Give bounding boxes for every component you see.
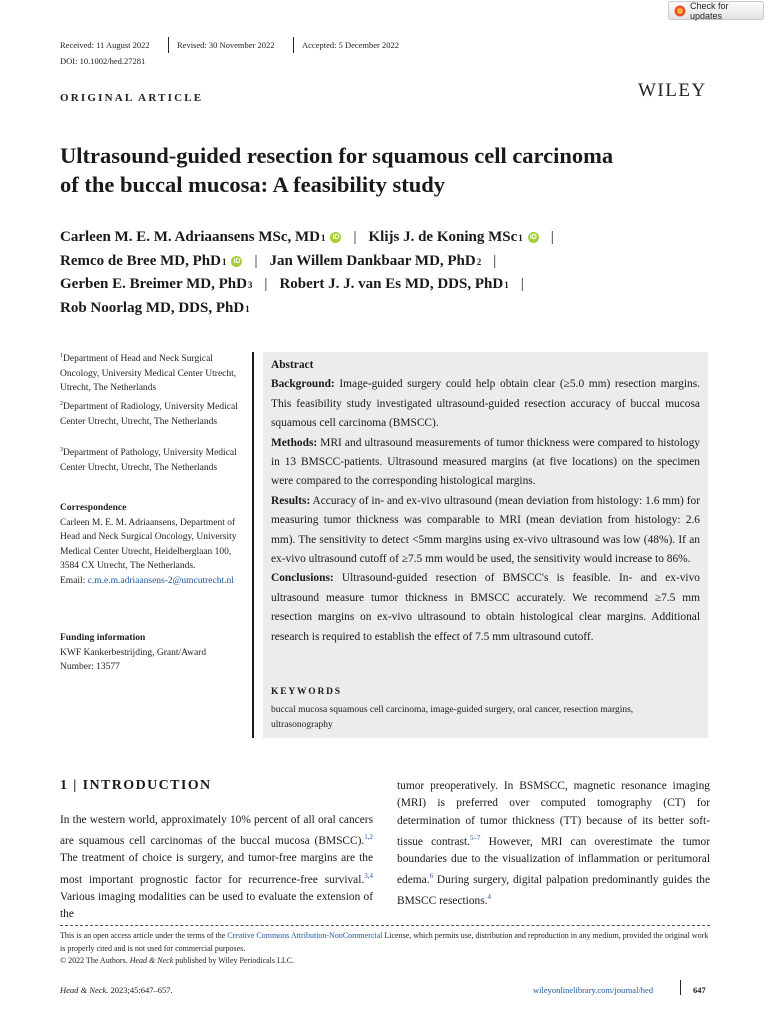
meta-divider (293, 37, 294, 53)
author-affiliation-sup: 2 (476, 257, 482, 267)
author-affiliation-sup: 3 (247, 280, 253, 290)
author-name[interactable]: Jan Willem Dankbaar MD, PhD (269, 253, 476, 269)
orcid-icon[interactable]: iD (529, 234, 537, 241)
email-link[interactable]: c.m.e.m.adriaansens-2@umcutrecht.nl (87, 575, 234, 586)
footnote-divider (60, 925, 710, 926)
body-text: The treatment of choice is surgery, and tumor-free margins are the most important prognostic factor for recurrence-free survival. (60, 852, 373, 886)
wiley-logo: WILEY (638, 80, 707, 101)
author-affiliation-sup: 1 (245, 304, 250, 314)
abstract-heading: Abstract (271, 359, 314, 371)
author-line (60, 276, 536, 293)
abstract-section-label: Methods: (271, 436, 318, 449)
footer-volume: 2023;45:647–657. (108, 985, 173, 995)
affiliation-sup: 1 (60, 353, 63, 359)
author-affiliation-sup: 1 (320, 233, 326, 243)
received-date: Received: 11 August 2022 (60, 40, 150, 50)
meta-divider (168, 37, 169, 53)
body-column-right (397, 778, 710, 910)
footer-citation (60, 985, 173, 995)
affiliation-sup: 2 (60, 401, 63, 407)
abstract-section-text: Image-guided surgery could help obtain clear (≥5.0 mm) resection margins. This feasibility study investigated ultrasound-guided resection accuracy of buccal mucosa squamous cell carcinoma (BMSCC). (271, 378, 700, 430)
affiliation (60, 349, 242, 396)
author-name[interactable]: Gerben E. Breimer MD, PhD (60, 276, 247, 292)
section-heading: 1 | INTRODUCTION (60, 778, 212, 793)
author-separator: | (353, 229, 357, 245)
revised-date: Revised: 30 November 2022 (177, 40, 275, 50)
author-affiliation-sup: 1 (221, 257, 227, 267)
title-line: Ultrasound-guided resection for squamous cell carcinoma (60, 143, 614, 168)
abstract (271, 356, 700, 647)
author-separator: | (264, 276, 268, 292)
orcid-icon[interactable]: iD (332, 234, 340, 241)
orcid-icon[interactable]: iD (233, 258, 241, 265)
journal-name: Head & Neck (129, 956, 174, 965)
abstract-section (271, 492, 700, 570)
cc-license-link[interactable]: Creative Commons Attribution-NonCommercial (227, 931, 383, 940)
citation-sup[interactable]: 3,4 (364, 871, 373, 880)
email-label: Email: (60, 575, 86, 586)
copyright-line (60, 955, 710, 968)
check-updates-icon (674, 5, 686, 17)
affiliation-sup: 3 (60, 447, 63, 453)
correspondence-email-line (60, 574, 242, 589)
citation-sup[interactable]: 1,2 (364, 833, 373, 842)
funding-block (60, 631, 242, 675)
keywords: buccal mucosa squamous cell carcinoma, image-guided surgery, oral cancer, resection margins, ultrasonography (271, 705, 634, 730)
article-type: ORIGINAL ARTICLE (60, 92, 204, 104)
abstract-section-label: Conclusions: (271, 572, 334, 585)
journal-url-link[interactable]: wileyonlinelibrary.com/journal/hed (533, 985, 654, 995)
author-separator: | (254, 253, 258, 269)
title-line: of the buccal mucosa: A feasibility study (60, 172, 446, 197)
author-separator: | (493, 253, 497, 269)
correspondence-heading: Correspondence (60, 503, 127, 513)
abstract-section (271, 569, 700, 647)
abstract-section (271, 375, 700, 433)
license-text-part: This is an open access article under the terms of the (60, 931, 228, 940)
affiliation-text: Department of Head and Neck Surgical Oncology, University Medical Center Utrecht, Utrecht, The Netherlands (60, 354, 237, 394)
author-name[interactable]: Remco de Bree MD, PhD (60, 253, 221, 269)
citation-sup[interactable]: 6 (429, 872, 434, 881)
body-text: During surgery, digital palpation predominantly guides the BMSCC resections. (397, 874, 710, 908)
column-divider (252, 352, 254, 738)
check-for-updates-button[interactable] (668, 1, 764, 20)
affiliation-text: Department of Radiology, University Medical Center Utrecht, Utrecht, The Netherlands (60, 402, 238, 427)
author-name[interactable]: Klijs J. de Koning MSc (368, 229, 518, 245)
funding-text: KWF Kankerbestrijding, Grant/Award Number: 13577 (60, 647, 207, 672)
body-text: However, MRI can overestimate the tumor boundaries due to the visualization of inflammation or peritumoral edema. (397, 835, 710, 887)
affiliation (60, 443, 242, 475)
abstract-section-label: Results: (271, 494, 311, 507)
license-text (60, 930, 710, 955)
author-separator: | (520, 276, 524, 292)
footer-divider (680, 980, 681, 995)
body-text: Various imaging modalities can be used to evaluate the extension of the (60, 890, 373, 921)
body-column-left (60, 812, 373, 923)
abstract-section-text: Accuracy of in- and ex-vivo ultrasound (mean deviation from histology: 1.6 mm) for measuring tumor thickness was comparable to MRI (mean deviation from histology: 2.6 mm). The sensitivity to detect <5mm margins using ex-vivo ultrasound was low (48%). If an ex-vivo ultrasound cutoff of ≥7.5 mm would be used, the sensitivity would increase to 86%. (271, 494, 700, 566)
correspondence-text: Carleen M. E. M. Adriaansens, Department of Head and Neck Surgical Oncology, University Medical Center Utrecht, Heidelberglaan 100, 3584 CX Utrecht, The Netherlands. (60, 517, 237, 571)
citation-sup[interactable]: 5–7 (469, 833, 481, 842)
affiliation-text: Department of Pathology, University Medical Center Utrecht, Utrecht, The Netherlands (60, 448, 237, 473)
author-name[interactable]: Rob Noorlag MD, DDS, PhD (60, 300, 245, 316)
author-affiliation-sup: 1 (504, 280, 509, 290)
abstract-section-label: Background: (271, 378, 335, 391)
citation-sup[interactable]: 4 (487, 893, 491, 902)
funding-heading: Funding information (60, 633, 146, 643)
page-number: 647 (693, 985, 706, 995)
author-line (60, 300, 250, 317)
accepted-date: Accepted: 5 December 2022 (302, 40, 399, 50)
author-line (60, 229, 566, 246)
author-affiliation-sup: 1 (518, 233, 523, 243)
body-text: In the western world, approximately 10% percent of all oral cancers are squamous cell carcinomas of the buccal mucosa (BMSCC). (60, 814, 373, 848)
abstract-section-text: Ultrasound-guided resection of BMSCC's is feasible. In- and ex-vivo ultrasound measure tumor thickness in BMSCC accurately. We recommend ≥7.5 mm resection margins on ex-vivo ultrasound to obtain histological clear margins. Additional research is required to establish the effect of 7.5 mm ultrasound cutoff. (271, 572, 700, 643)
paper-title (60, 141, 720, 199)
author-name[interactable]: Carleen M. E. M. Adriaansens MSc, MD (60, 229, 320, 245)
abstract-section (271, 434, 700, 492)
license-text-part: License, which permits use, distribution and reproduction in any medium, provided the original work is properly cited and is not used for commercial purposes. (60, 931, 709, 953)
copyright-text: © 2022 The Authors. (60, 956, 130, 965)
body-text: tumor preoperatively. In BSMSCC, magnetic resonance imaging (MRI) is preferred over computed tomography (CT) for determination of tumor thickness (TT) because of its better soft-tissue contrast. (397, 780, 710, 848)
copyright-text: published by Wiley Periodicals LLC. (173, 956, 295, 965)
abstract-section-text: MRI and ultrasound measurements of tumor thickness were compared to histology in 13 BMSCC-patients. Ultrasound measured margins (at five locations) on the specimen were compared to the corresponding histological margins. (271, 436, 700, 488)
author-separator: | (550, 229, 554, 245)
license-note (60, 930, 710, 968)
author-line (60, 253, 508, 270)
check-updates-label: Check for updates (690, 0, 729, 21)
footer-journal-name: Head & Neck. (60, 985, 109, 995)
affiliation (60, 397, 242, 429)
correspondence-block (60, 501, 242, 588)
doi: DOI: 10.1002/hed.27281 (60, 56, 146, 66)
keywords-heading: KEYWORDS (271, 687, 342, 697)
author-name[interactable]: Robert J. J. van Es MD, DDS, PhD (279, 276, 504, 292)
